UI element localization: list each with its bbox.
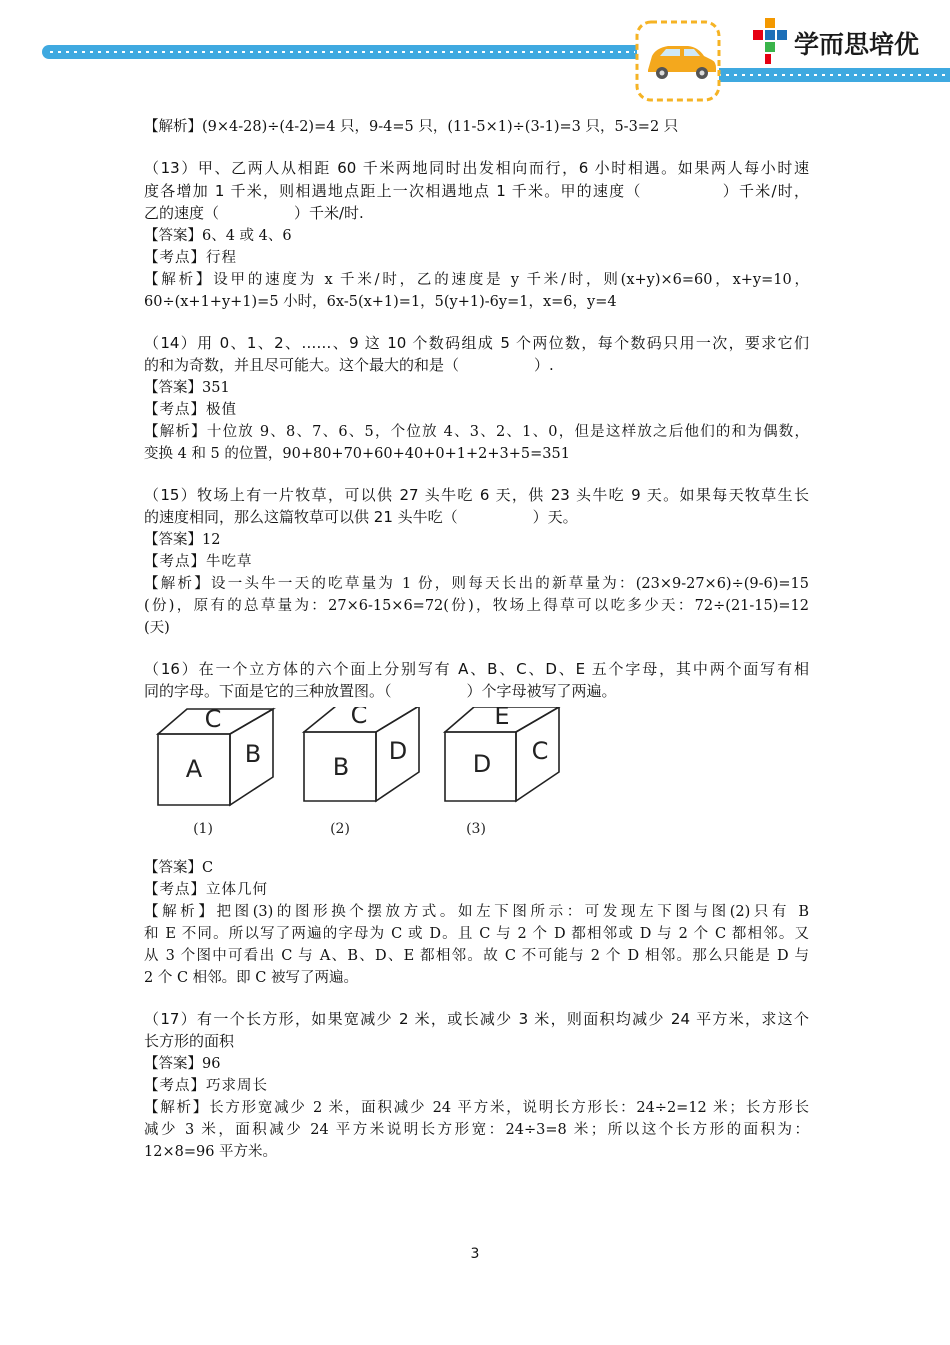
q13-point: 【考点】行程 <box>144 249 237 266</box>
q13-line-2: 度各增加 1 千米，则相遇地点距上一次相遇地点 1 千米。甲的速度（ ）千米/时， <box>144 181 809 200</box>
top-analysis-line: 【解析】(9×4-28)÷(4-2)=4 只，9-4=5 只，(11-5×1)÷(3-1)=3 只，5-3=2 只 <box>144 119 679 135</box>
cube-3-side-letter: C <box>531 736 549 765</box>
q17-answer: 【答案】96 <box>144 1055 221 1072</box>
q15-point: 【考点】牛吃草 <box>144 553 253 570</box>
q15-analysis-3: (天) <box>144 619 170 636</box>
cube-3-top-letter: E <box>494 706 510 730</box>
header-banner <box>0 0 950 110</box>
cube-2-caption: (2) <box>330 820 350 837</box>
brand-logo-mark <box>753 18 787 64</box>
q15-line-2: 的速度相同，那么这篇牧草可以供 21 头牛吃（ ）天。 <box>144 508 578 526</box>
question-16 <box>144 658 809 989</box>
document-body <box>144 116 809 1163</box>
brand-logo-text: 学而思培优 <box>794 30 920 59</box>
q17-point: 【考点】巧求周长 <box>144 1077 268 1094</box>
cube-1-top-letter: C <box>204 706 222 733</box>
q15-line-1: （15）牧场上有一片牧草，可以供 27 头牛吃 6 天，供 23 头牛吃 9 天。如果每天牧草生长 <box>144 485 809 504</box>
cube-3-front-letter: D <box>472 749 492 778</box>
cube-figures <box>144 707 809 857</box>
q16-point: 【考点】立体几何 <box>144 881 268 898</box>
question-13 <box>144 157 809 313</box>
q16-analysis-1: 【解析】把图(3)的图形换个摆放方式。如左下图所示：可发现左下图与图(2)只有 B <box>144 903 809 920</box>
q14-answer: 【答案】351 <box>144 379 230 396</box>
q15-answer: 【答案】12 <box>144 531 221 548</box>
q14-analysis-2: 变换 4 和 5 的位置，90+80+70+60+40+0+1+2+3+5=351 <box>144 445 570 462</box>
cube-1-side-letter: B <box>244 739 262 768</box>
q17-analysis-3: 12×8=96 平方米。 <box>144 1143 278 1160</box>
q17-line-2: 长方形的面积 <box>144 1032 235 1050</box>
q13-line-3: 乙的速度（ ）千米/时. <box>144 204 364 222</box>
car-badge <box>637 22 719 100</box>
cube-1-front-letter: A <box>185 754 203 783</box>
question-15 <box>144 484 809 639</box>
q13-analysis-2: 60÷(x+1+y+1)=5 小时，6x-5(x+1)=1，5(y+1)-6y=1，x=6，y=4 <box>144 293 617 310</box>
q17-line-1: （17）有一个长方形，如果宽减少 2 米，或长减少 3 米，则面积均减少 24 平方米，求这个 <box>144 1009 809 1028</box>
q16-answer: 【答案】C <box>144 859 214 876</box>
cube-2-top-letter: C <box>350 706 368 729</box>
q13-line-1: （13）甲、乙两人从相距 60 千米两地同时出发相向而行，6 小时相遇。如果两人每小时速 <box>144 159 809 177</box>
cube-2-side-letter: D <box>388 736 408 765</box>
cube-1-caption: (1) <box>193 820 213 837</box>
q14-line-1: （14）用 0、1、2、……、9 这 10 个数码组成 5 个两位数，每个数码只用一次，要求它们 <box>144 333 809 352</box>
q16-analysis-3: 从 3 个图中可看出 C 与 A、B、D、E 都相邻。故 C 不可能与 2 个 D 相邻。那么只能是 D 与 <box>144 947 809 964</box>
q13-analysis-1: 【解析】设甲的速度为 x 千米/时，乙的速度是 y 千米/时，则(x+y)×6=60，x+y=10， <box>144 271 809 288</box>
q14-analysis-1: 【解析】十位放 9、8、7、6、5，个位放 4、3、2、1、0，但是这样放之后他们的和为偶数， <box>144 423 809 440</box>
q17-analysis-1: 【解析】长方形宽减少 2 米，面积减少 24 平方米，说明长方形长：24÷2=12 米；长方形长 <box>144 1099 809 1116</box>
q14-point: 【考点】极值 <box>144 401 237 418</box>
cube-2-front-letter: B <box>332 752 350 781</box>
q17-analysis-2: 减少 3 米，面积减少 24 平方米说明长方形宽：24÷3=8 米；所以这个长方形的面积为： <box>144 1121 809 1138</box>
q15-analysis-1: 【解析】设一头牛一天的吃草量为 1 份，则每天长出的新草量为：(23×9-27×6)÷(9-6)=15 <box>144 575 809 592</box>
q16-analysis-4: 2 个 C 相邻。即 C 被写了两遍。 <box>144 969 358 986</box>
q16-analysis-2: 和 E 不同。所以写了两遍的字母为 C 或 D。且 C 与 2 个 D 都相邻或 D 与 2 个 C 都相邻。又 <box>144 925 809 942</box>
page-number: 3 <box>470 1246 480 1262</box>
q16-line-1: （16）在一个立方体的六个面上分别写有 A、B、C、D、E 五个字母，其中两个面写有相 <box>144 659 809 678</box>
q14-line-2: 的和为奇数，并且尽可能大。这个最大的和是（ ）. <box>144 356 554 374</box>
q13-answer: 【答案】6、4 或 4、6 <box>144 227 292 244</box>
cube-3-caption: (3) <box>466 820 486 837</box>
question-14 <box>144 332 809 465</box>
cube-figures-svg <box>144 707 584 857</box>
q16-line-2: 同的字母。下面是它的三种放置图。（ ）个字母被写了两遍。 <box>144 682 617 700</box>
q15-analysis-2: (份)，原有的总草量为：27×6-15×6=72(份)，牧场上得草可以吃多少天：72÷(21-15)=12 <box>144 597 809 614</box>
question-17 <box>144 1008 809 1163</box>
